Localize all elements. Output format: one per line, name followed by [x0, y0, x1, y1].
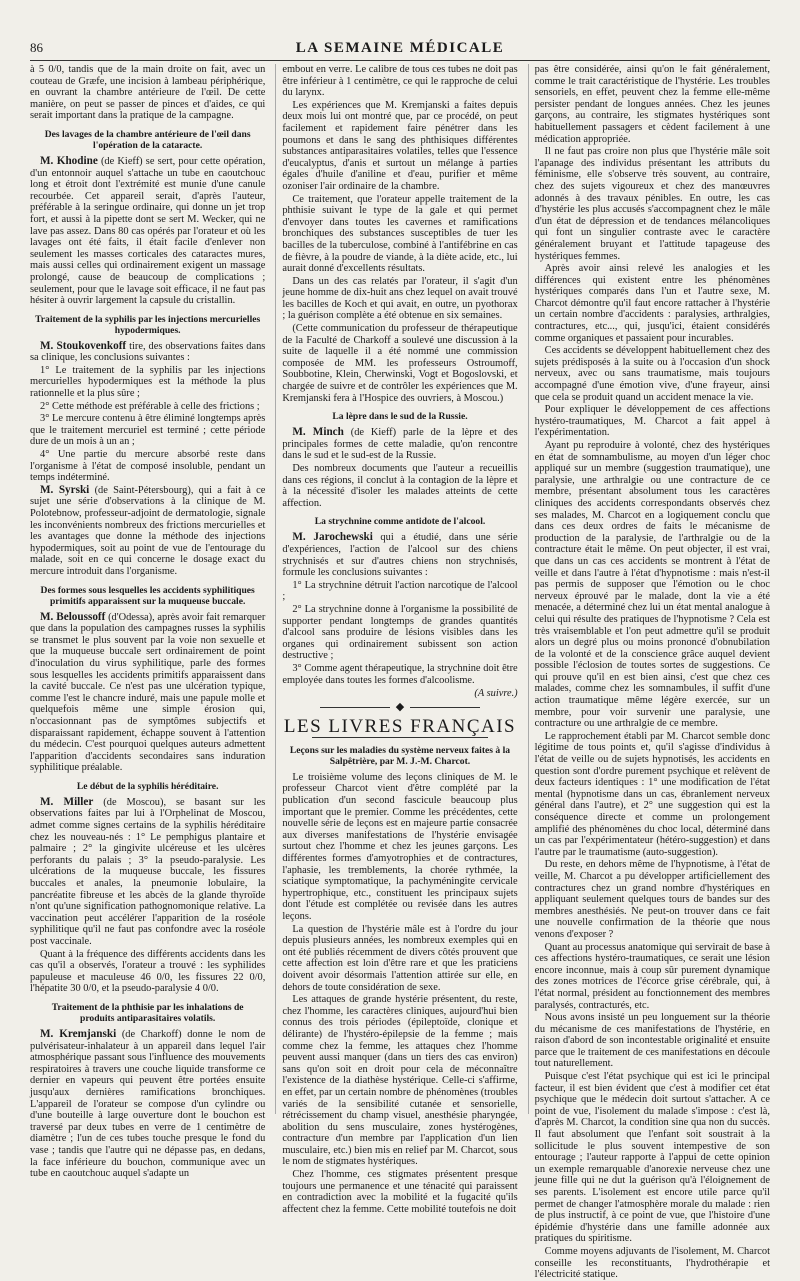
- paragraph-text: 1° La strychnine détruit l'action narcotique de l'alcool ;: [282, 579, 518, 603]
- paragraph: [282, 772, 517, 923]
- article-columns: [30, 64, 770, 1281]
- paragraph-text: (de Charkoff) donne le nom de pulvérisateur-inhalateur à un appareil dans lequel l'air atmosphérique passant sous l'influence des mouvements respiratoires à travers une couche liquide transforme ce dernier en vapeurs qui peuvent être portées ensuite jusqu'aux dernières ramifications bronchiques. L'appareil de l'orateur se compose d'un cylindre ou d'une bouteille à large ouverture dont le bouchon est traversé par deux tubes en verre de 1 centimètre de diamètre ; l'un de ces tubes touche presque le fond du vase ; tandis que l'autre qui ne dépasse pas, en dedans, la face inférieure du bouchon, communique avec un tube en caoutchouc auquel s'adapte un: [30, 1028, 266, 1180]
- paragraph-text: 3° Le mercure contenu à être éliminé longtemps après que le traitement mercuriel est terminé ; cette période dure de un mois à un an ;: [30, 413, 266, 448]
- paragraph-text: à 5 0/0, tandis que de la main droite on fait, avec un couteau de Græfe, une incision à lambeau périphérique, en ouvrant la chambre antérieure de l'œil. De cette manière, on peut se passer de pinces et d'aides, ce qui serait important dans la pratique de la campagne.: [30, 64, 266, 122]
- paragraph: [30, 413, 265, 448]
- paragraph: [535, 731, 770, 859]
- paragraph: [282, 994, 517, 1168]
- paragraph: [535, 263, 770, 344]
- paragraph-text: Après avoir ainsi relevé les analogies et les différences qui existent entre les phénomènes hystériques comparés dans l'un et l'autre sexe, M. Charcot démontre qu'il faut encore rattacher à l'hystérie un certain nombre d'accidents : paralysies, arthralgies, contractures, etc..., qui, jusqu'ici, étaient considérés comme organiques et passaient pour incurables.: [534, 263, 770, 344]
- paragraph: [30, 1029, 265, 1180]
- paragraph-text: (de Kieff) parle de la lèpre et des principales formes de cette maladie, qu'on rencontre dans le sud et le sud-est de la Russie.: [282, 427, 518, 462]
- paragraph: [535, 146, 770, 262]
- speaker-name: M. Stoukovenkoff: [40, 339, 127, 352]
- paragraph: [535, 1012, 770, 1070]
- paragraph-text: Les expériences que M. Kremjanski a faites depuis deux mois lui ont montré que, par ce procédé, on peut facilement et rapidement faire pénétrer dans les poumons et dans le sang des phthisiques différentes substances antiparasitaires volatiles, telles que l'essence d'eucalyptus, d'anis et surtout un mélange à parties égales d'huile d'aniline et d'eau, purifier et même ozoniser l'air ordinaire de la chambre.: [282, 99, 518, 192]
- ornament-divider: ◆: [282, 702, 517, 714]
- paragraph: [535, 1071, 770, 1245]
- subsection-heading: La lèpre dans le sud de la Russie.: [332, 411, 468, 423]
- section-title: LES LIVRES FRANÇAIS: [283, 716, 517, 738]
- paragraph: [282, 663, 517, 686]
- paragraph-text: Le troisième volume des leçons cliniques de M. le professeur Charcot vient d'être complété par la publication d'un second fascicule beaucoup plus important que le premier. Comme les précédentes, cette nouvelle série de leçons est en majeure partie consacrée aux diverses manifestations de l'hystérie envisagée surtout chez l'homme et chez les jeunes garçons. Les différentes formes d'amyotrophies et de contractures, l'aphasie, les tremblements, la chorée rythmée, la sciatique symptomatique, la pachyméningite cervicale hypertrophique, etc., constituent les principaux sujets dont l'étude est complétée ou revisée dans les autres leçons.: [282, 771, 518, 922]
- paragraph: [282, 604, 517, 662]
- paragraph: [30, 341, 265, 364]
- paragraph: [30, 949, 265, 995]
- paragraph-text: Les attaques de grande hystérie présentent, du reste, chez l'homme, les caractères cliniques, aujourd'hui bien connus des trois périodes (épileptoïde, clonique et délirante) de l'hystéro-épilepsie de la femme ; mais comme chez la femme, les attaques chez l'homme peuvent aussi manquer (dans un tiers des cas environ) sans qu'on soit en droit pour cela de méconnaître l'existence de la diathèse hystérique. Celle-ci s'affirme, en effet, par un certain nombre de phénomènes (troubles variés de la sensibilité cutanée et sensorielle, rétrécissement du champ visuel, anesthésie pharyngée, abolition du sens musculaire, zones hystérogènes, contracture d'un membre par l'application d'un lien musculaire, etc.) bien mis en relief par M. Charcot, sous le nom de stigmates hystériques.: [282, 994, 518, 1168]
- paragraph-text: Quant à la fréquence des différents accidents dans les cas qu'il a observés, l'orateur a trouvé : les syphilides papuleuse et maculeuse 46 0/0, les fissures 22 0/0, l'hépatite 30 0/0, et la pseudo-paralysie 4 0/0.: [30, 948, 266, 995]
- paragraph: [282, 532, 517, 578]
- speaker-name: M. Kremjanski: [40, 1027, 117, 1040]
- subsection-heading: Le début de la syphilis héréditaire.: [76, 780, 219, 792]
- journal-title: LA SEMAINE MÉDICALE: [295, 40, 505, 56]
- paragraph-text: Le rapprochement établi par M. Charcot semble donc légitime de tous points et, qu'il s'agisse d'individus à l'état de veille ou de sujets hypnotisés, les accidents en question sont d'ordre purement psychique et relèvent de deux facteurs identiques : 1° une modification de l'état mental (hypnotisme dans un cas, ébranlement nerveux général dans l'autre), et 2° une suggestion qui est la conséquence directe et comme un prolongement amplifié des phénomènes du choc local, déterminé dans un cas par l'expérimentateur (hétéro-suggestion) et dans l'autre par le traumatisme (auto-suggestion).: [534, 730, 770, 858]
- paragraph: [30, 612, 265, 774]
- subsection-heading: Traitement de la syphilis par les injections mercurielles hypodermiques.: [35, 313, 261, 336]
- paragraph: [535, 1246, 770, 1281]
- paragraph: [282, 100, 517, 193]
- paragraph: [282, 323, 517, 404]
- speaker-name: M. Minch: [292, 426, 344, 439]
- paragraph: [282, 1169, 517, 1215]
- paragraph-text: pas être considérée, ainsi qu'on le fait généralement, comme le trait caractéristique de l'hystérie. Les troubles sensoriels, en effet, peuvent chez la femme elle-même persister pendant de longues années. Chez les jeunes garçons, au contraire, les stigmates hystériques sont habituellement passagers et cèdent facilement à une médication appropriée.: [534, 64, 770, 145]
- paragraph: [30, 449, 265, 484]
- paragraph-text: Puisque c'est l'état psychique qui est ici le principal facteur, il est bien évident que c'est à modifier cet état psychique que le médecin doit surtout s'attacher. A ce point de vue, l'isolement du malade s'impose : c'est là, d'après M. Charcot, la condition sine qua non du succès. Il faut absolument que l'enfant soit soustrait à la sollicitude le plus souvent intempestive de son entourage ; l'auteur rapporte à l'appui de cette opinion un exemple remarquable d'anorexie nerveuse chez une jeune fille qui ne dut la guérison qu'à l'éloignement de ses parents. L'isolement est encore utile parce qu'il permet de changer l'atmosphère morale du malade : rien de plus instructif, à ce point de vue, que l'histoire d'une épidémie d'hystérie dans une famille adonnée aux pratiques du spiritisme.: [534, 1071, 770, 1245]
- paragraph-text: Des nombreux documents que l'auteur a recueillis dans ces régions, il conclut à la contagion de la lèpre et à la nécessité d'isoler les malades atteints de cette affection.: [282, 463, 518, 509]
- subsection-heading: Traitement de la phthisie par les inhalations de produits antiparasitaires volatils.: [51, 1001, 244, 1024]
- column-2: [275, 64, 518, 1215]
- paragraph: [282, 194, 517, 275]
- subsection-heading: Des lavages de la chambre antérieure de l'œil dans l'opération de la cataracte.: [44, 128, 251, 151]
- paragraph-text: embout en verre. Le calibre de tous ces tubes ne doit pas être inférieur à 1 centimètre, ce qui le rapproche de celui du larynx.: [282, 64, 518, 99]
- paragraph-text: (de Saint-Pétersbourg), qui a fait à ce sujet une série d'observations à la clinique de M. Polotebnow, professeur-adjoint de dermatologie, signale les inconvénients nombreux des frictions mercurielles et les avantages que donne la méthode des injections hypodermiques, soit au point de vue de l'entourage du malade, soit en ce qui concerne le dosage exact du mercure introduit dans l'organisme.: [30, 484, 266, 577]
- column-3: [528, 64, 770, 1281]
- paragraph: [535, 345, 770, 403]
- speaker-name: M. Jarochewski: [292, 531, 373, 544]
- paragraph-text: La question de l'hystérie mâle est à l'ordre du jour depuis plusieurs années, les nombreux exemples qui en ont été publiés récemment de divers côtés prouvent que cette affection est loin d'être rare et que les praticiens doivent avoir désormais l'attention attirée sur elle, en dehors de toute considération de sexe.: [282, 923, 518, 993]
- paragraph: [30, 64, 265, 122]
- paragraph: [30, 401, 265, 413]
- paragraph-text: (d'Odessa), après avoir fait remarquer que dans la population des campagnes russes la syphilis se transmet le plus souvent par la voie non sexuelle et que la muqueuse buccale sert ordinairement de point d'inoculation du virus syphilitique, parle des formes sous lesquelles les accidents primitifs apparaissent dans la cavité buccale. Ce n'est pas une ulcération typique, comme l'est le chancre induré, mais une papule molle et quelquefois même une simple érosion qui, n'occasionnant pas de symptômes subjectifs et disparaissant rapidement, échappe souvent à l'attention du médecin. C'est pourquoi quelques auteurs admettent l'apparition d'accidents secondaires sans induration syphilitique préalable.: [30, 611, 266, 774]
- speaker-name: M. Syrski: [40, 483, 90, 496]
- paragraph-text: 2° Cette méthode est préférable à celle des frictions ;: [40, 400, 260, 412]
- page-number: 86: [30, 40, 43, 55]
- paragraph-text: (Cette communication du professeur de thérapeutique de la Faculté de Charkoff a soulevé une discussion à la suite de laquelle il a été nommé une commission composée de MM. les professeurs Ostroumoff, Soubbotine, Klein, Cherwinski, Vogt et Bogoslovski, et chargée de suivre et de contrôler les expériences que M. Kremjanski fera à l'Hospice des ouvriers, à Moscou.): [282, 323, 518, 404]
- paragraph: [30, 156, 265, 307]
- paragraph: [282, 924, 517, 994]
- paragraph: [282, 276, 517, 322]
- paragraph-text: Quant au processus anatomique qui servirait de base à ces affections hystéro-traumatiques, ce serait une lésion encore inconnue, mais à coup sûr purement dynamique des zones motrices de l'écorce grise cérébrale, qui, à l'état normal, président au fonctionnement des membres paralysés, contracturés, etc.: [534, 941, 770, 1011]
- continuation-note: (A suivre.): [474, 688, 518, 700]
- title-rule: [312, 737, 487, 738]
- paragraph-text: Dans un des cas relatés par l'orateur, il s'agit d'un jeune homme de dix-huit ans chez lequel on avait trouvé les bacilles de Koch et qui avait, en outre, un pyothorax ; la guérison complète a été obtenue en six semaines.: [282, 275, 518, 322]
- paragraph: [282, 463, 517, 509]
- paragraph-text: Nous avons insisté un peu longuement sur la théorie du mécanisme de ces manifestations de l'hystérie, en raison d'abord de son incontestable originalité et ensuite parce que le traitement de ces manifestations en découle tout naturellement.: [534, 1012, 770, 1070]
- paragraph-text: Il ne faut pas croire non plus que l'hystérie mâle soit l'apanage des individus présentant les attributs du féminisme, elle s'observe très souvent, au contraire, chez des sujets vigoureux et chez des manœuvres adonnés à des travaux pénibles. En outre, les cas d'hystérie les plus accusés s'accompagnent chez le mâle d'un état de dépression et de tendances mélancoliques qui font un singulier contraste avec le caractère généralement bruyant et l'attitude tapageuse des hystériques femmes.: [534, 146, 770, 262]
- paragraph-text: (de Moscou), se basant sur les observations faites par lui à l'Orphelinat de Moscou, admet comme signes certains de la syphilis héréditaire chez les nouveau-nés : 1° Le pemphigus plantaire et palmaire ; 2° la gingivite ulcéreuse et les ulcères perforants du palais ; 3° la pseudo-paralysie. Les ulcérations de la muqueuse buccale, les fissures buccales et anales, la pneumonie lobulaire, la pancréatite fibreuse et les abcès de la glande thyroïde n'ont qu'une signification pathognomonique relative. La vaccination peut accélérer l'apparition de la roséole syphilitique qu'il ne faut pas confondre avec la roséole post vaccinale.: [30, 796, 266, 947]
- paragraph-text: (de Kieff) se sert, pour cette opération, d'un entonnoir auquel s'attache un tube en caoutchouc long et étroit dont l'extrémité est munie d'une canule recourbée. Cet appareil serait, d'après l'auteur, préférable à la seringue ordinaire, qui donne un jet trop fort, et aussi à la pipette dont se sert M. Wecker, qui ne lave pas assez. Dans 80 cas opérés par l'orateur et où les lavages ont été faits, il était facile d'enlever non seulement les masses corticales des cataractes mures, mais aussi celles qui ordinairement exigent un massage prolongé, cause de beaucoup de complications ; seulement, pour que le lavage soit efficace, il ne faut pas hésiter à ouvrir largement la capsule du cristallin.: [30, 155, 266, 307]
- paragraph: [30, 485, 265, 578]
- subsection-heading: La strychnine comme antidote de l'alcool.: [314, 516, 486, 528]
- paragraph: [30, 797, 265, 948]
- paragraph: [282, 580, 517, 603]
- paragraph: [535, 859, 770, 940]
- paragraph-text: Pour expliquer le développement de ces affections hystéro-traumatiques, M. Charcot a fait appel à l'expérimentation.: [534, 404, 770, 439]
- paragraph-text: Comme moyens adjuvants de l'isolement, M. Charcot conseille les reconstituants, l'hydrothérapie et l'électricité statique.: [534, 1245, 770, 1281]
- page-header: [30, 40, 770, 58]
- paragraph: [535, 64, 770, 145]
- speaker-name: M. Beloussoff: [40, 610, 106, 623]
- paragraph-text: Ayant pu reproduire à volonté, chez des hystériques en état de somnambulisme, au moyen d'un léger choc appliqué sur un membre (suggestion traumatique), une paralysie, une arthralgie ou une contracture de ce membre, présentant absolument tous les caractères cliniques des accidents correspondants observés chez ses malades, M. Charcot en a logiquement conclu que dans ces deux ordres de faits le mécanisme de production de la paralysie, de l'arthralgie ou de la contracture était le même. On peut objecter, il est vrai, que dans un cas ces accidents se montrent à l'état de veille et dans l'autre à l'état d'hypnotisme : mais n'est-il pas permis de supposer que l'émotion ou le choc nerveux éprouvé par le malade, dont la vie a été menacée, a déterminé chez lui un état mental analogue à celui qui résulte des pratiques de l'hypnotisme ? Cela est très vraisemblable et l'on peut admettre qu'il se produit alors un degré plus ou moins prononcé d'obnubilation de la volonté et de la conscience grâce auquel devient possible l'éclosion de toutes sortes de suggestions. Ce qui prouve qu'il en est bien ainsi, c'est que chez ces malades, comme chez les somnambules, il suffit d'une action traumatique même légère exercée, sur un membre, pour voir survenir une paralysie, une contracture ou une arthralgie de ce membre.: [534, 440, 770, 730]
- subsection-heading: Des formes sous lesquelles les accidents syphilitiques primitifs apparaissent sur la muqueuse buccale.: [40, 584, 255, 607]
- paragraph-text: Ces accidents se développent habituellement chez des sujets prédisposés à la suite ou à l'occasion d'un shock nerveux, avec ou sans traumatisme, mais toujours accompagné d'une émotion vive, d'une frayeur, ainsi que cela se produit quand un accident menace la vie.: [534, 345, 770, 403]
- speaker-name: M. Miller: [40, 795, 94, 808]
- paragraph-text: 1° Le traitement de la syphilis par les injections mercurielles hypodermiques est la méthode la plus rationnelle et la plus sûre ;: [30, 364, 266, 400]
- paragraph-text: tire, des observations faites dans sa clinique, les conclusions suivantes :: [30, 340, 266, 364]
- column-1: [30, 64, 266, 1180]
- paragraph: [282, 427, 517, 462]
- paragraph-text: Du reste, en dehors même de l'hypnotisme, à l'état de veille, M. Charcot a pu développer artificiellement des contractures chez un grand nombre d'hystériques en appliquant seulement quelques tours de bandes sur des membres anesthésiés. Ne peut-on trouver dans ce fait une nouvelle confirmation de la théorie que nous venons d'exposer ?: [534, 859, 770, 940]
- header-rule: [30, 60, 770, 61]
- paragraph-text: Ce traitement, que l'orateur appelle traitement de la phthisie suivant le type de la gale et qui permet d'envoyer dans toutes les cavernes et ramifications bronchiques des substances susceptibles de tuer les bacilles de la tuberculose, combiné à l'antifébrine en cas de fièvre, à la poudre de viande, à la diète acide, etc., lui aurait donné d'excellents résultats.: [282, 193, 518, 275]
- paragraph-text: 3° Comme agent thérapeutique, la strychnine doit être employée dans toutes les formes d'alcoolisme.: [282, 662, 518, 686]
- speaker-name: M. Khodine: [40, 154, 98, 167]
- paragraph-text: 2° La strychnine donne à l'organisme la possibilité de supporter pendant longtemps de grandes quantités d'alcool sans produire de lésions visibles dans les organes qui ordinairement subissent son action destructive ;: [282, 603, 518, 662]
- paragraph: [30, 365, 265, 400]
- subsection-heading: Leçons sur les maladies du système nerveux faites à la Salpêtrière, par M. J.-M. Charcot.: [289, 744, 511, 767]
- paragraph-text: qui a étudié, dans une série d'expériences, l'action de l'alcool sur des chiens strychnisés et sur d'autres chiens non strychnisés, formule les conclusions suivantes :: [282, 532, 518, 579]
- paragraph: [535, 404, 770, 439]
- paragraph: [535, 440, 770, 730]
- paragraph-text: Chez l'homme, ces stigmates présentent presque toujours une permanence et une ténacité qui paraissent en contradiction avec la mobilité et la fugacité qu'ils affectent chez la femme. Cette mobilité toutefois ne doit: [282, 1169, 518, 1215]
- paragraph: [282, 64, 517, 99]
- paragraph-text: 4° Une partie du mercure absorbé reste dans l'organisme à l'état de composé insoluble, pendant un temps indéterminé.: [30, 449, 266, 484]
- paragraph: [535, 942, 770, 1012]
